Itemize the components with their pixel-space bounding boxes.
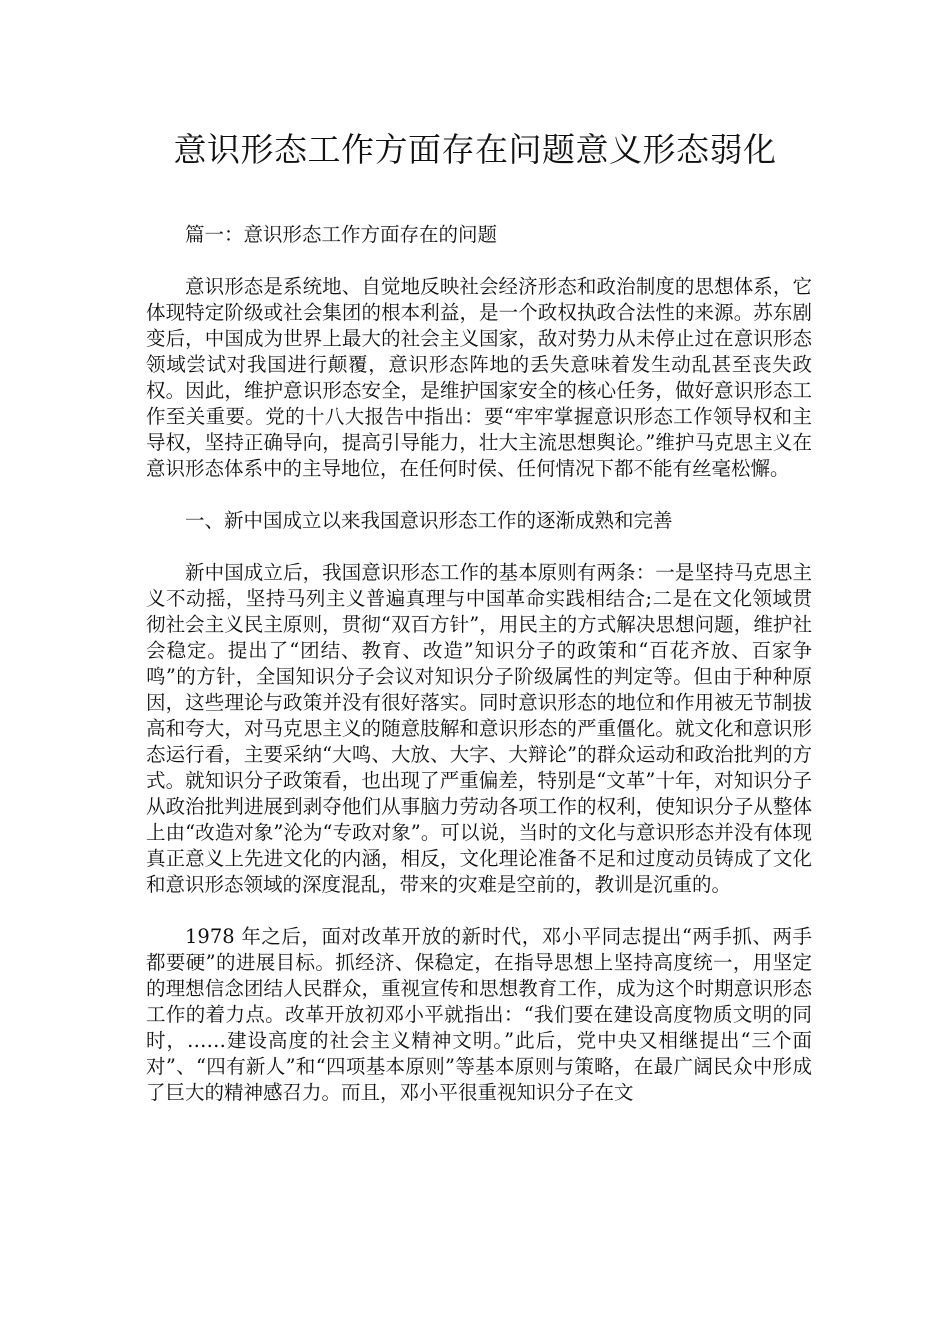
paragraph-2: 新中国成立后，我国意识形态工作的基本原则有两条：一是坚持马克思主义不动摇，坚持马列主义普遍真理与中国革命实践相结合;二是在文化领域贯彻社会主义民主原则，贯彻“双百方针”，用民主的方式解决思想问题，维护社会稳定。提出了“团结、教育、改造”知识分子的政策和“百花齐放、百家争鸣”的方针，全国知识分子会议对知识分子阶级属性的判定等。但由于种种原因，这些理论与政策并没有很好落实。同时意识形态的地位和作用被无节制拔高和夸大，对马克思主义的随意肢解和意识形态的严重僵化。就文化和意识形态运行看，主要采纳“大鸣、大放、大字、大辩论”的群众运动和政治批判的方式。就知识分子政策看，也出现了严重偏差，特别是“文革”十年，对知识分子从政治批判进展到剥夺他们从事脑力劳动各项工作的权利，使知识分子从整体上由“改造对象”沦为“专政对象”。可以说，当时的文化与意识形态并没有体现真正意义上先进文化的内涵，相反，文化理论准备不足和过度动员铸成了文化和意识形态领域的深度混乱，带来的灾难是空前的，教训是沉重的。 [146,561,812,896]
paragraph-1: 意识形态是系统地、自觉地反映社会经济形态和政治制度的思想体系，它体现特定阶级或社会集团的根本利益，是一个政权执政合法性的来源。苏东剧变后，中国成为世界上最大的社会主义国家，敌对势力从未停止过在意识形态领域尝试对我国进行颠覆，意识形态阵地的丢失意味着发生动乱甚至丧失政权。因此，维护意识形态安全，是维护国家安全的核心任务，做好意识形态工作至关重要。党的十八大报告中指出：要“牢牢掌握意识形态工作领导权和主导权，坚持正确导向，提高引导能力，壮大主流思想舆论。”维护马克思主义在意识形态体系中的主导地位，在任何时侯、任何情况下都不能有丝毫松懈。 [146,275,812,480]
document-body [146,222,812,1132]
paragraph-3: 1978 年之后，面对改革开放的新时代，邓小平同志提出“两手抓、两手都要硬”的进展目标。抓经济、保稳定，在指导思想上坚持高度统一，用坚定的理想信念团结人民群众，重视宣传和思想教育工作，成为这个时期意识形态工作的着力点。改革开放初邓小平就指出：“我们要在建设高度物质文明的同时，……建设高度的社会主义精神文明。”此后，党中央又相继提出“三个面对”、“四有新人”和“四项基本原则”等基本原则与策略，在最广阔民众中形成了巨大的精神感召力。而且，邓小平很重视知识分子在文 [146,925,812,1104]
section-heading-2: 一、新中国成立以来我国意识形态工作的逐渐成熟和完善 [185,509,673,532]
document-title: 意识形态工作方面存在问题意义形态弱化 [173,130,777,169]
section-heading-1: 篇一：意识形态工作方面存在的问题 [185,223,498,246]
